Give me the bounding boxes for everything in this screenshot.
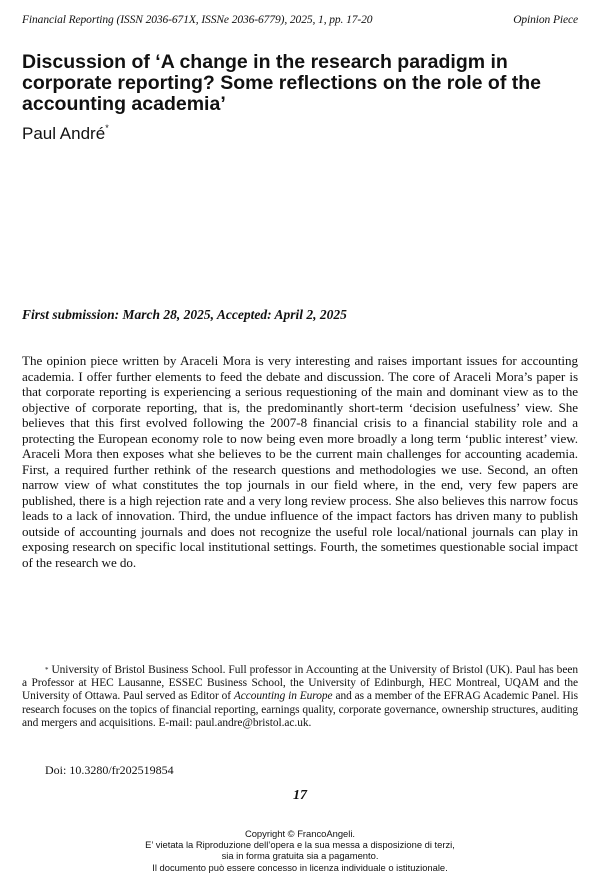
copyright-notice bbox=[0, 828, 600, 873]
footnote-text-1: University of Bristol Business School. Full professor in Accounting at the University of Bristol (UK). Paul has been a Professor at HEC Lausanne, ESSEC Business School, the University of Edinburgh, HEC Montreal, UQAM and the University of Ottawa. Paul served as Editor of bbox=[22, 664, 578, 703]
doi: Doi: 10.3280/fr202519854 bbox=[45, 763, 174, 777]
page-number: 17 bbox=[293, 788, 307, 803]
body-paragraph: The opinion piece written by Araceli Mora is very interesting and raises important issues for accounting academia. I offer further elements to feed the debate and discussion. The core of Araceli Mora’s paper is that corporate reporting is experiencing a serious requestioning of the main and dominant view as to the objective of corporate reporting, that is, the predominantly short-term ‘decision usefulness’ view. She believes that this first evolved following the 2007-8 financial crisis to a financial stability role and a protecting the European economy role to now being even more broadly a long term ‘public interest’ view. Araceli Mora then exposes what she believes to be the current main challenges for accounting academia. First, a required further rethink of the research questions and methodologies we use. Second, an often narrow view of what constitutes the top journals in our field where, in the end, very few papers are published, there is a high rejection rate and a very long review process. She also believes this narrow focus leads to a lack of innovation. Third, the undue influence of the impact factors has driven many to publish outside of accounting journals and does not recognize the useful role local/national journals can play in exposing research on specific local institutional settings. Fourth, the sometimes questionable social impact of the research we do. bbox=[22, 353, 578, 570]
copyright-line: Il documento può essere concesso in licenza individuale o istituzionale. bbox=[152, 861, 448, 873]
copyright-line: sia in forma gratuita sia a pagamento. bbox=[221, 850, 379, 862]
running-header bbox=[22, 14, 578, 26]
journal-citation: Financial Reporting (ISSN 2036-671X, ISSNe 2036-6779), 2025, 1, pp. 17-20 bbox=[22, 14, 373, 26]
author-footnote-mark: * bbox=[105, 123, 109, 133]
author-line bbox=[22, 124, 109, 144]
copyright-line: Copyright © FrancoAngeli. bbox=[244, 828, 356, 839]
section-label: Opinion Piece bbox=[513, 14, 578, 26]
submission-dates: First submission: March 28, 2025, Accepted: April 2, 2025 bbox=[22, 307, 347, 322]
footnote-journal-title: Accounting in Europe bbox=[233, 690, 333, 703]
article-title: Discussion of ‘A change in the research paradigm in corporate reporting? Some reflections on the role of the accounting academia’ bbox=[22, 51, 541, 115]
author-name: Paul André bbox=[22, 124, 106, 143]
footnote-text-2: and as a member of the EFRAG Academic Panel. His research focuses on the topics of financial reporting, earnings quality, corporate governance, ownership structures, auditing and mergers and acquisitions. E-mail: paul.andre@bristol.ac.uk. bbox=[22, 690, 578, 729]
footnote-mark: * bbox=[45, 666, 49, 674]
copyright-line: E’ vietata la Riproduzione dell’opera e la sua messa a disposizione di terzi, bbox=[145, 839, 455, 851]
author-footnote bbox=[22, 664, 578, 730]
